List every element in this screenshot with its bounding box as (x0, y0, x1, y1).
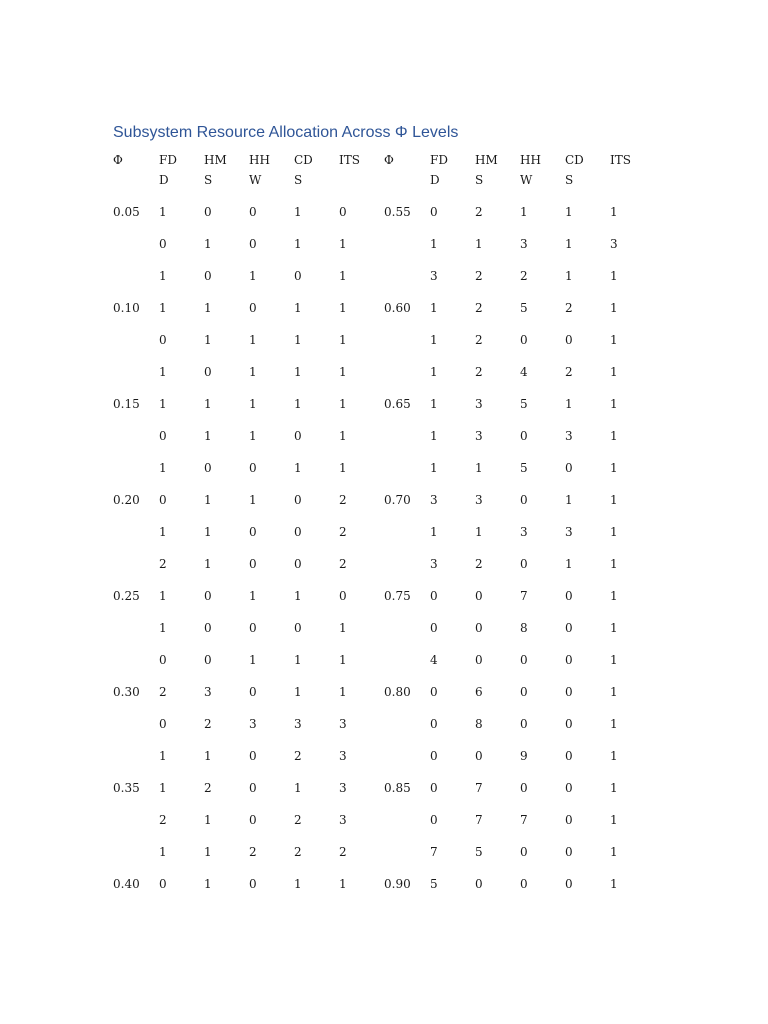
table-cell: 1 (339, 397, 347, 411)
phi-cell: 0.15 (113, 397, 140, 411)
table-cell: 2 (204, 781, 212, 795)
table-cell: 1 (204, 525, 212, 539)
table-cell: 4 (430, 653, 438, 667)
table-cell: 4 (520, 365, 528, 379)
table-cell: 1 (294, 205, 302, 219)
table-cell: 3 (339, 717, 347, 731)
table-cell: 1 (565, 205, 573, 219)
phi-cell: 0.80 (384, 685, 411, 699)
table-cell: 0 (294, 525, 302, 539)
table-cell: 1 (159, 749, 167, 763)
table-cell: 1 (610, 749, 618, 763)
table-cell: 2 (339, 525, 347, 539)
table-cell: 1 (610, 301, 618, 315)
table-cell: 0 (430, 781, 438, 795)
table-cell: 1 (204, 845, 212, 859)
table-cell: 1 (204, 429, 212, 443)
table-cell: 0 (249, 781, 257, 795)
table-cell: 2 (475, 301, 483, 315)
column-header: HMS (475, 153, 498, 187)
table-cell: 1 (204, 493, 212, 507)
table-cell: 1 (204, 237, 212, 251)
table-cell: 7 (475, 781, 483, 795)
phi-cell: 0.55 (384, 205, 411, 219)
table-cell: 0 (565, 813, 573, 827)
table-cell: 1 (610, 589, 618, 603)
table-cell: 1 (159, 461, 167, 475)
table-cell: 2 (475, 269, 483, 283)
table-cell: 0 (249, 877, 257, 891)
phi-cell: 0.85 (384, 781, 411, 795)
table-cell: 5 (520, 461, 528, 475)
table-cell: 1 (430, 365, 438, 379)
table-cell: 2 (475, 557, 483, 571)
table-cell: 1 (565, 493, 573, 507)
table-cell: 1 (339, 877, 347, 891)
table-cell: 0 (520, 781, 528, 795)
table-cell: 2 (520, 269, 528, 283)
table-cell: 1 (204, 749, 212, 763)
table-cell: 1 (339, 621, 347, 635)
phi-cell: 0.65 (384, 397, 411, 411)
table-cell: 0 (159, 717, 167, 731)
table-cell: 3 (520, 525, 528, 539)
table-cell: 0 (430, 685, 438, 699)
table-cell: 0 (249, 237, 257, 251)
table-cell: 0 (339, 589, 347, 603)
table-cell: 0 (520, 845, 528, 859)
table-cell: 0 (475, 749, 483, 763)
table-cell: 2 (294, 749, 302, 763)
table-cell: 1 (565, 237, 573, 251)
table-cell: 0 (204, 269, 212, 283)
table-cell: 7 (520, 589, 528, 603)
table-cell: 1 (339, 461, 347, 475)
table-cell: 6 (475, 685, 483, 699)
table-cell: 3 (204, 685, 212, 699)
table-cell: 1 (430, 461, 438, 475)
table-cell: 0 (565, 333, 573, 347)
table-cell: 1 (294, 237, 302, 251)
table-cell: 1 (159, 781, 167, 795)
table-cell: 1 (610, 781, 618, 795)
table-cell: 0 (204, 653, 212, 667)
phi-cell: 0.30 (113, 685, 140, 699)
table-cell: 2 (159, 685, 167, 699)
table-cell: 1 (249, 397, 257, 411)
table-cell: 1 (610, 397, 618, 411)
table-cell: 2 (475, 365, 483, 379)
table-cell: 1 (610, 621, 618, 635)
table-cell: 0 (249, 205, 257, 219)
table-cell: 2 (475, 333, 483, 347)
table-cell: 7 (430, 845, 438, 859)
table-cell: 3 (339, 781, 347, 795)
table-cell: 0 (565, 621, 573, 635)
column-header: FDD (430, 153, 448, 187)
table-cell: 3 (610, 237, 618, 251)
table-cell: 1 (610, 877, 618, 891)
table-cell: 0 (565, 717, 573, 731)
table-cell: 1 (430, 397, 438, 411)
document-title: Subsystem Resource Allocation Across Φ Levels (113, 124, 459, 141)
table-cell: 1 (339, 685, 347, 699)
table-cell: 3 (565, 429, 573, 443)
table-cell: 0 (565, 589, 573, 603)
table-cell: 5 (520, 301, 528, 315)
table-cell: 1 (294, 781, 302, 795)
table-cell: 1 (339, 237, 347, 251)
table-cell: 0 (520, 653, 528, 667)
table-cell: 1 (249, 589, 257, 603)
table-cell: 2 (294, 845, 302, 859)
table-cell: 3 (565, 525, 573, 539)
table-cell: 1 (610, 429, 618, 443)
table-cell: 5 (520, 397, 528, 411)
table-cell: 0 (430, 205, 438, 219)
table-cell: 1 (249, 493, 257, 507)
column-header: HMS (204, 153, 227, 187)
table-cell: 1 (430, 301, 438, 315)
column-header: FDD (159, 153, 177, 187)
table-cell: 0 (565, 749, 573, 763)
table-cell: 1 (204, 397, 212, 411)
table-cell: 0 (475, 589, 483, 603)
phi-cell: 0.20 (113, 493, 140, 507)
table-cell: 2 (565, 365, 573, 379)
table-cell: 0 (204, 205, 212, 219)
table-cell: 0 (475, 621, 483, 635)
table-cell: 2 (204, 717, 212, 731)
table-cell: 0 (159, 333, 167, 347)
table-cell: 7 (520, 813, 528, 827)
table-cell: 0 (249, 621, 257, 635)
table-cell: 1 (610, 685, 618, 699)
table-cell: 0 (159, 877, 167, 891)
table-cell: 0 (204, 365, 212, 379)
table-cell: 2 (339, 845, 347, 859)
table-cell: 0 (565, 685, 573, 699)
table-cell: 1 (204, 813, 212, 827)
table-cell: 2 (339, 557, 347, 571)
table-cell: 0 (249, 749, 257, 763)
table-cell: 1 (159, 845, 167, 859)
table-cell: 1 (610, 333, 618, 347)
table-cell: 0 (204, 621, 212, 635)
table-cell: 0 (339, 205, 347, 219)
phi-cell: 0.25 (113, 589, 140, 603)
table-cell: 3 (339, 749, 347, 763)
table-cell: 0 (520, 429, 528, 443)
table-cell: 1 (339, 365, 347, 379)
table-cell: 3 (430, 269, 438, 283)
table-cell: 1 (475, 237, 483, 251)
table-cell: 3 (520, 237, 528, 251)
table-cell: 1 (294, 333, 302, 347)
table-cell: 1 (339, 653, 347, 667)
table-cell: 3 (294, 717, 302, 731)
table-cell: 5 (475, 845, 483, 859)
table-cell: 1 (339, 269, 347, 283)
table-cell: 1 (565, 397, 573, 411)
table-cell: 0 (475, 877, 483, 891)
table-cell: 1 (610, 493, 618, 507)
table-cell: 7 (475, 813, 483, 827)
table-cell: 0 (475, 653, 483, 667)
table-cell: 1 (294, 301, 302, 315)
table-cell: 9 (520, 749, 528, 763)
column-header: HH W (520, 153, 541, 187)
table-cell: 0 (249, 461, 257, 475)
table-cell: 1 (565, 557, 573, 571)
table-cell: 1 (294, 653, 302, 667)
table-cell: 0 (520, 685, 528, 699)
table-cell: 0 (294, 493, 302, 507)
table-cell: 0 (430, 717, 438, 731)
table-cell: 1 (249, 653, 257, 667)
table-cell: 1 (339, 333, 347, 347)
table-cell: 0 (204, 461, 212, 475)
column-header: ITS (610, 153, 631, 167)
phi-cell: 0.10 (113, 301, 140, 315)
table-cell: 1 (294, 461, 302, 475)
table-cell: 8 (520, 621, 528, 635)
table-cell: 0 (520, 493, 528, 507)
table-cell: 3 (475, 397, 483, 411)
table-cell: 1 (610, 269, 618, 283)
phi-cell: 0.90 (384, 877, 411, 891)
table-cell: 1 (204, 557, 212, 571)
table-cell: 1 (159, 621, 167, 635)
table-cell: 1 (610, 557, 618, 571)
table-cell: 2 (159, 813, 167, 827)
table-cell: 0 (159, 493, 167, 507)
table-cell: 1 (249, 429, 257, 443)
table-cell: 1 (339, 429, 347, 443)
table-cell: 1 (294, 589, 302, 603)
table-cell: 1 (610, 653, 618, 667)
table-cell: 3 (430, 557, 438, 571)
table-cell: 0 (204, 589, 212, 603)
table-cell: 5 (430, 877, 438, 891)
column-header: CDS (294, 153, 313, 187)
table-cell: 3 (430, 493, 438, 507)
table-cell: 1 (159, 205, 167, 219)
table-cell: 1 (294, 397, 302, 411)
column-header: CDS (565, 153, 584, 187)
table-cell: 1 (159, 397, 167, 411)
table-cell: 1 (610, 365, 618, 379)
table-cell: 2 (565, 301, 573, 315)
table-cell: 0 (294, 621, 302, 635)
table-cell: 3 (475, 429, 483, 443)
phi-cell: 0.75 (384, 589, 411, 603)
table-cell: 0 (565, 461, 573, 475)
table-cell: 0 (249, 301, 257, 315)
table-cell: 0 (565, 845, 573, 859)
table-cell: 1 (610, 461, 618, 475)
table-cell: 1 (294, 685, 302, 699)
table-cell: 1 (520, 205, 528, 219)
table-cell: 1 (159, 525, 167, 539)
table-cell: 1 (430, 333, 438, 347)
table-cell: 2 (294, 813, 302, 827)
phi-cell: 0.60 (384, 301, 411, 315)
table-cell: 1 (610, 845, 618, 859)
table-cell: 2 (159, 557, 167, 571)
column-header: Φ (384, 153, 394, 167)
table-cell: 0 (520, 877, 528, 891)
table-cell: 0 (430, 813, 438, 827)
column-header: HH W (249, 153, 270, 187)
table-cell: 0 (249, 525, 257, 539)
table-cell: 0 (294, 557, 302, 571)
table-cell: 1 (565, 269, 573, 283)
column-header: ITS (339, 153, 360, 167)
table-cell: 1 (339, 301, 347, 315)
table-cell: 0 (520, 333, 528, 347)
table-cell: 1 (430, 429, 438, 443)
table-cell: 0 (159, 237, 167, 251)
phi-cell: 0.05 (113, 205, 140, 219)
table-cell: 3 (475, 493, 483, 507)
table-cell: 0 (294, 429, 302, 443)
table-cell: 0 (520, 717, 528, 731)
table-cell: 1 (610, 205, 618, 219)
table-cell: 1 (475, 525, 483, 539)
table-cell: 0 (520, 557, 528, 571)
table-cell: 2 (339, 493, 347, 507)
table-cell: 1 (204, 877, 212, 891)
table-cell: 2 (475, 205, 483, 219)
table-cell: 8 (475, 717, 483, 731)
table-cell: 1 (430, 525, 438, 539)
phi-cell: 0.70 (384, 493, 411, 507)
phi-cell: 0.35 (113, 781, 140, 795)
table-cell: 3 (249, 717, 257, 731)
table-cell: 1 (159, 365, 167, 379)
column-header: Φ (113, 153, 123, 167)
table-cell: 2 (249, 845, 257, 859)
table-cell: 1 (610, 717, 618, 731)
table-cell: 0 (430, 749, 438, 763)
table-cell: 1 (159, 269, 167, 283)
table-cell: 1 (159, 301, 167, 315)
table-cell: 1 (610, 525, 618, 539)
phi-cell: 0.40 (113, 877, 140, 891)
table-cell: 1 (159, 589, 167, 603)
table-cell: 0 (159, 653, 167, 667)
table-cell: 1 (204, 301, 212, 315)
table-cell: 3 (339, 813, 347, 827)
table-cell: 0 (430, 589, 438, 603)
table-cell: 0 (565, 781, 573, 795)
table-cell: 1 (204, 333, 212, 347)
table-cell: 0 (565, 653, 573, 667)
table-cell: 1 (430, 237, 438, 251)
table-cell: 1 (475, 461, 483, 475)
table-cell: 1 (294, 365, 302, 379)
table-cell: 0 (249, 813, 257, 827)
table-cell: 0 (249, 557, 257, 571)
table-cell: 0 (249, 685, 257, 699)
table-cell: 0 (294, 269, 302, 283)
table-cell: 1 (249, 333, 257, 347)
table-cell: 0 (565, 877, 573, 891)
table-cell: 1 (610, 813, 618, 827)
table-cell: 0 (159, 429, 167, 443)
table-cell: 1 (249, 269, 257, 283)
table-cell: 0 (430, 621, 438, 635)
table-cell: 1 (294, 877, 302, 891)
table-cell: 1 (249, 365, 257, 379)
